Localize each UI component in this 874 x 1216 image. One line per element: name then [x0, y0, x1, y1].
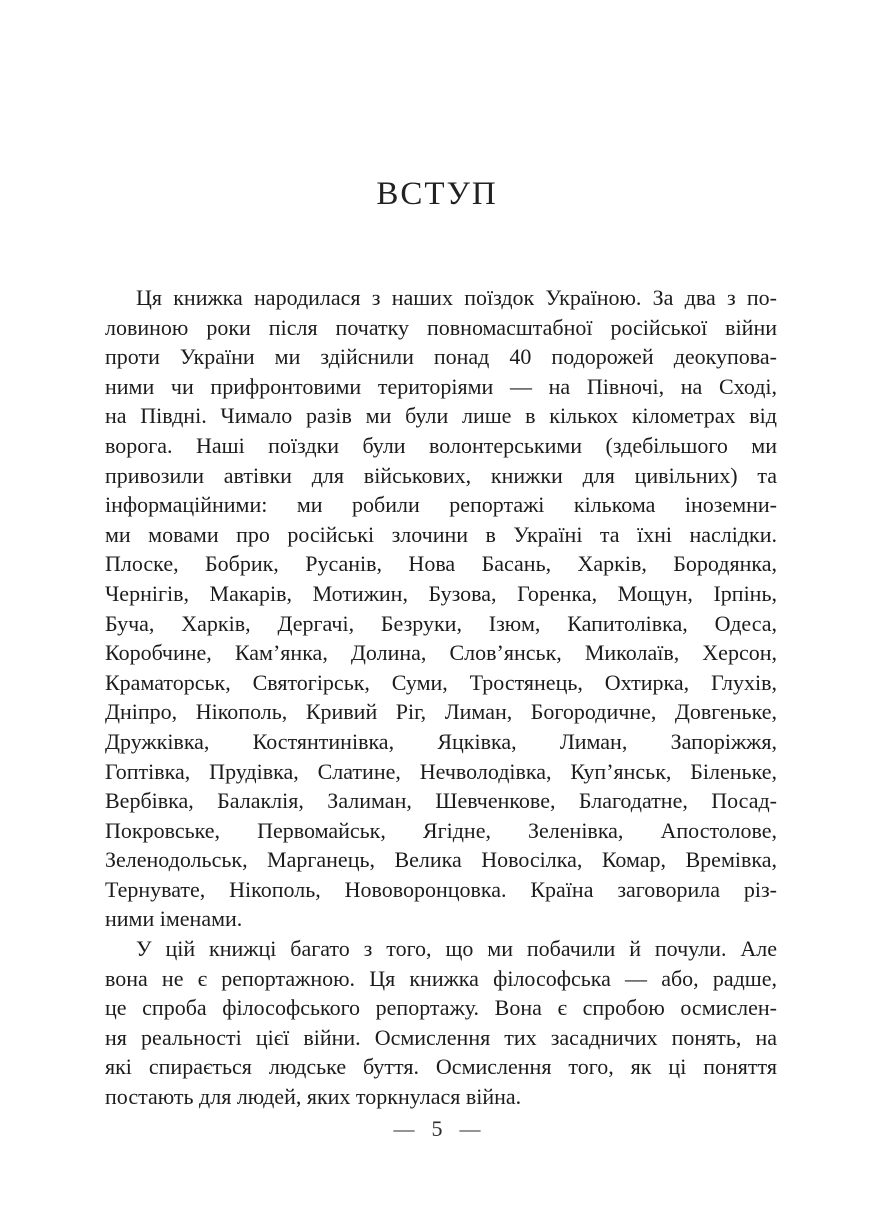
text-line: Краматорськ, Святогірськ, Суми, Тростянець, Охтирка, Глухів,: [105, 669, 777, 695]
text-line: ворога. Наші поїздки були волонтерськими (здебільшого ми: [105, 432, 777, 458]
text-line: Коробчине, Кам’янка, Долина, Слов’янськ, Миколаїв, Херсон,: [105, 640, 777, 666]
page-footer: [0, 1115, 874, 1142]
text-line: ня реальності цієї війни. Осмислення тих засадничих понять, на: [105, 1024, 777, 1050]
text-line: це спроба філософського репортажу. Вона є спробою осмислен-: [105, 995, 777, 1021]
footer-dash-left: —: [393, 1116, 415, 1141]
text-line: постають для людей, яких торкнулася війна.: [105, 1084, 522, 1110]
text-line: Чернігів, Макарів, Мотижин, Бузова, Горенка, Мощун, Ірпінь,: [105, 580, 777, 606]
chapter-title: ВСТУП: [376, 176, 498, 212]
text-line: Гоптівка, Прудівка, Слатине, Нечволодівка, Куп’янськ, Біленьке,: [105, 758, 777, 784]
text-line: Дніпро, Нікополь, Кривий Ріг, Лиман, Богородичне, Довгеньке,: [105, 699, 777, 725]
text-line: проти України ми здійснили понад 40 подорожей деокупова-: [105, 344, 777, 370]
text-line: на Півдні. Чимало разів ми були лише в кількох кілометрах від: [105, 403, 777, 429]
page-number: 5: [431, 1116, 443, 1142]
paragraph: [105, 934, 777, 1112]
text-line: ловиною роки після початку повномасштабної російської війни: [105, 314, 777, 340]
text-line: Буча, Харків, Дергачі, Безруки, Ізюм, Капитолівка, Одеса,: [105, 610, 777, 636]
text-line: Вербівка, Балаклія, Залиман, Шевченкове, Благодатне, Посад-: [105, 788, 777, 814]
text-line: У цій книжці багато з того, що ми побачили й почули. Але: [136, 936, 777, 962]
text-line: привозили автівки для військових, книжки для цивільних) та: [105, 462, 777, 488]
text-line: Покровське, Первомайськ, Ягідне, Зеленівка, Апостолове,: [105, 817, 777, 843]
footer-dash-right: —: [459, 1116, 481, 1141]
text-line: які спирається людське буття. Осмислення того, як ці поняття: [105, 1054, 777, 1080]
text-line: ми мовами про російські злочини в Україні та їхні наслідки.: [105, 521, 777, 547]
text-line: Плоске, Бобрик, Русанів, Нова Басань, Харків, Бородянка,: [105, 551, 777, 577]
text-line: вона не є репортажною. Ця книжка філософська — або, радше,: [105, 965, 777, 991]
text-line: Тернувате, Нікополь, Нововоронцовка. Країна заговорила різ-: [105, 876, 777, 902]
paragraph: [105, 283, 777, 934]
text-line: Ця книжка народилася з наших поїздок Україною. За два з по-: [136, 285, 777, 310]
body-text: [105, 283, 777, 1112]
text-line: Зеленодольськ, Марганець, Велика Новосілка, Комар, Времівка,: [105, 847, 777, 873]
text-line: Дружківка, Костянтинівка, Яцківка, Лиман, Запоріжжя,: [105, 728, 777, 754]
text-line: інформаційними: ми робили репортажі кількома іноземни-: [105, 492, 777, 518]
text-line: ними іменами.: [105, 906, 243, 932]
text-line: ними чи прифронтовими територіями — на Півночі, на Сході,: [105, 373, 777, 399]
